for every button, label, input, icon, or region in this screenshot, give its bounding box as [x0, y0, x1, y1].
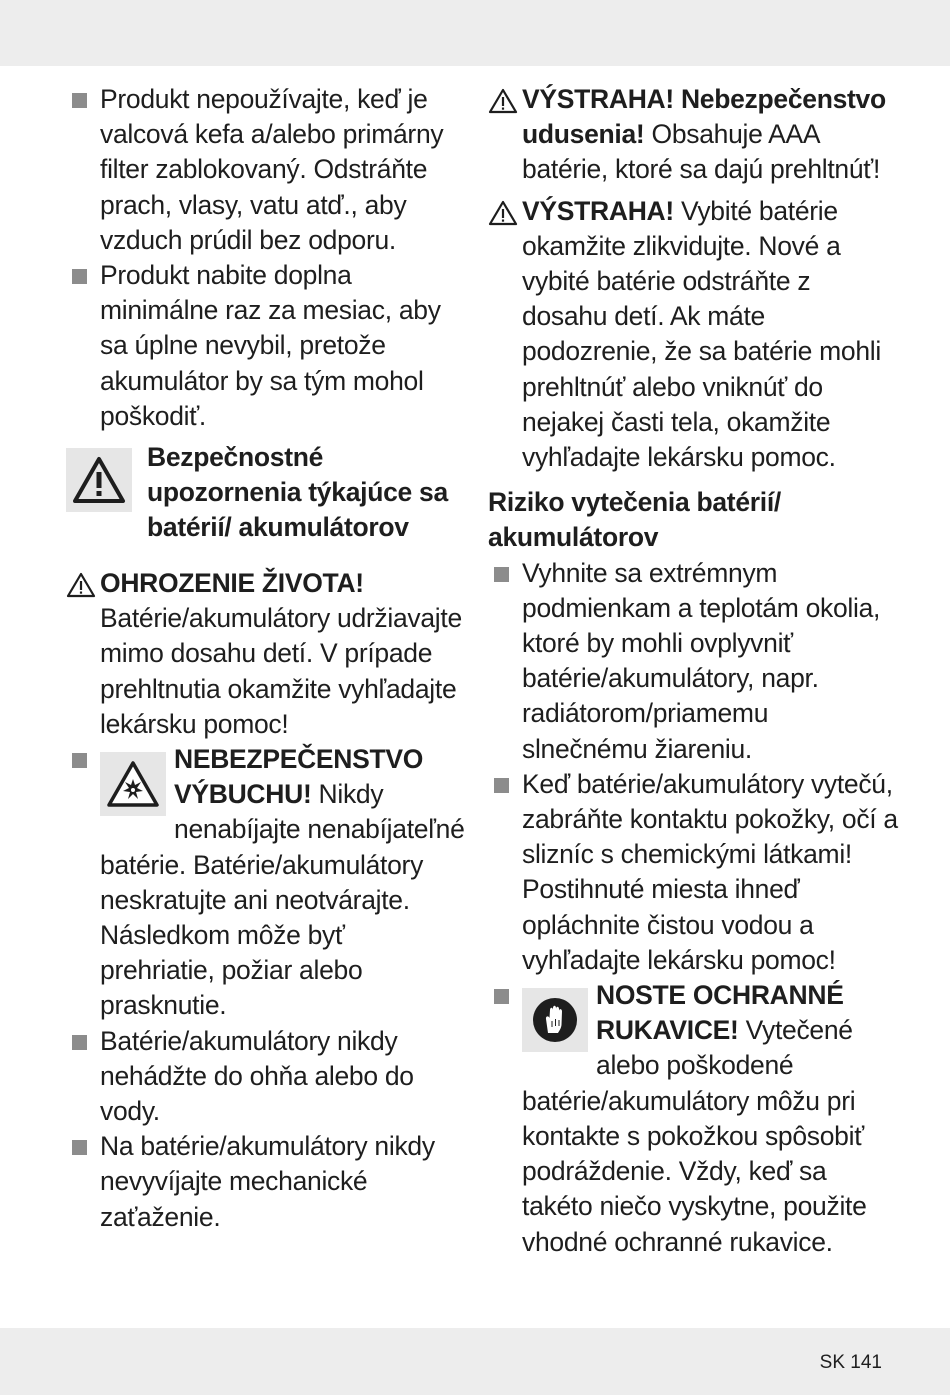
square-bullet-icon	[494, 778, 509, 793]
explosion-warning-icon	[100, 752, 166, 816]
list-item: Produkt nabite doplna minimálne raz za mesiac, aby sa úplne nevybil, pretože akumulátor by sa tým mohol poškodiť.	[66, 258, 466, 434]
page-footer-band	[0, 1328, 950, 1395]
square-bullet-icon	[72, 1140, 87, 1155]
square-bullet-icon	[494, 567, 509, 582]
gloves-text: Vytečené alebo poškodené batérie/akumulátory môžu pri kontakte s pokožkou spôsobiť podráždenie. Vždy, keď sa takéto niečo vyskytne, použite vhodné ochranné rukavice.	[522, 1015, 867, 1257]
gloves-title: NOSTE OCHRANNÉ RUKAVICE!	[596, 980, 844, 1046]
page-header-band	[0, 0, 950, 66]
square-bullet-icon	[72, 753, 87, 768]
danger-warning	[66, 566, 466, 742]
list-item: Vyhnite sa extrémnym podmienkam a teplotám okolia, ktoré by mohli ovplyvniť batérie/akumulátory, napr. radiátorom/priamemu slnečnému žiareniu.	[488, 556, 898, 767]
danger-text: Batérie/akumulátory udržiavajte mimo dosahu detí. V prípade prehltnutia okamžite vyhľadajte lekársku pomoc!	[100, 603, 462, 739]
list-item: Batérie/akumulátory nikdy nehádžte do ohňa alebo do vody.	[66, 1024, 466, 1130]
list-item	[66, 742, 466, 1024]
choking-warning	[488, 82, 898, 188]
warning-triangle-icon	[66, 572, 96, 598]
list-item: Na batérie/akumulátory nikdy nevyvíjajte mechanické zaťaženie.	[66, 1129, 466, 1235]
battery-safety-heading: Bezpečnostné upozornenia týkajúce sa batérií/ akumulátorov	[66, 440, 466, 560]
explosion-title: NEBEZPEČENSTVO VÝBUCHU!	[174, 744, 424, 810]
square-bullet-icon	[494, 989, 509, 1004]
warning1-title: VÝSTRAHA! Nebezpečenstvo udusenia!	[522, 84, 886, 150]
warning-triangle-icon	[488, 200, 518, 226]
warning-triangle-icon	[66, 448, 132, 512]
warning1-text: Obsahuje AAA batérie, ktoré sa dajú prehltnúť!	[522, 119, 881, 185]
warning2-text: Vybité batérie okamžite zlikvidujte. Nové a vybité batérie odstráňte z dosahu detí. Ak máte podozrenie, že sa batérie mohli prehltnúť alebo vniknúť do nejakej časti tela, okamžite vyhľadajte lekársku pomoc.	[522, 195, 881, 473]
danger-title: OHROZENIE ŽIVOTA!	[100, 568, 364, 599]
list-item: Produkt nepoužívajte, keď je valcová kefa a/alebo primárny filter zablokovaný. Odstráňte prach, vlasy, vatu atď., aby vzduch prúdil bez odporu.	[66, 82, 466, 258]
square-bullet-icon	[72, 93, 87, 108]
left-column	[66, 82, 466, 1235]
list-item	[488, 978, 898, 1260]
disposal-warning	[488, 194, 898, 476]
page-number: SK 141	[819, 1352, 882, 1373]
right-column	[488, 82, 898, 1260]
protective-gloves-icon	[522, 988, 588, 1052]
leak-risk-heading: Riziko vytečenia batérií/ akumulátorov	[488, 487, 781, 553]
explosion-text: Nikdy nenabíjajte nenabíjateľné batérie. Batérie/akumulátory neskratujte ani neotvárajte. Následkom môže byť prehriatie, požiar alebo prasknutie.	[100, 779, 465, 1021]
warning2-title: VÝSTRAHA!	[522, 195, 674, 226]
square-bullet-icon	[72, 269, 87, 284]
square-bullet-icon	[72, 1035, 87, 1050]
warning-triangle-icon	[488, 88, 518, 114]
list-item: Keď batérie/akumulátory vytečú, zabráňte kontaktu pokožky, očí a slizníc s chemickými látkami! Postihnuté miesta ihneď opláchnite čistou vodou a vyhľadajte lekársku pomoc!	[488, 767, 898, 978]
